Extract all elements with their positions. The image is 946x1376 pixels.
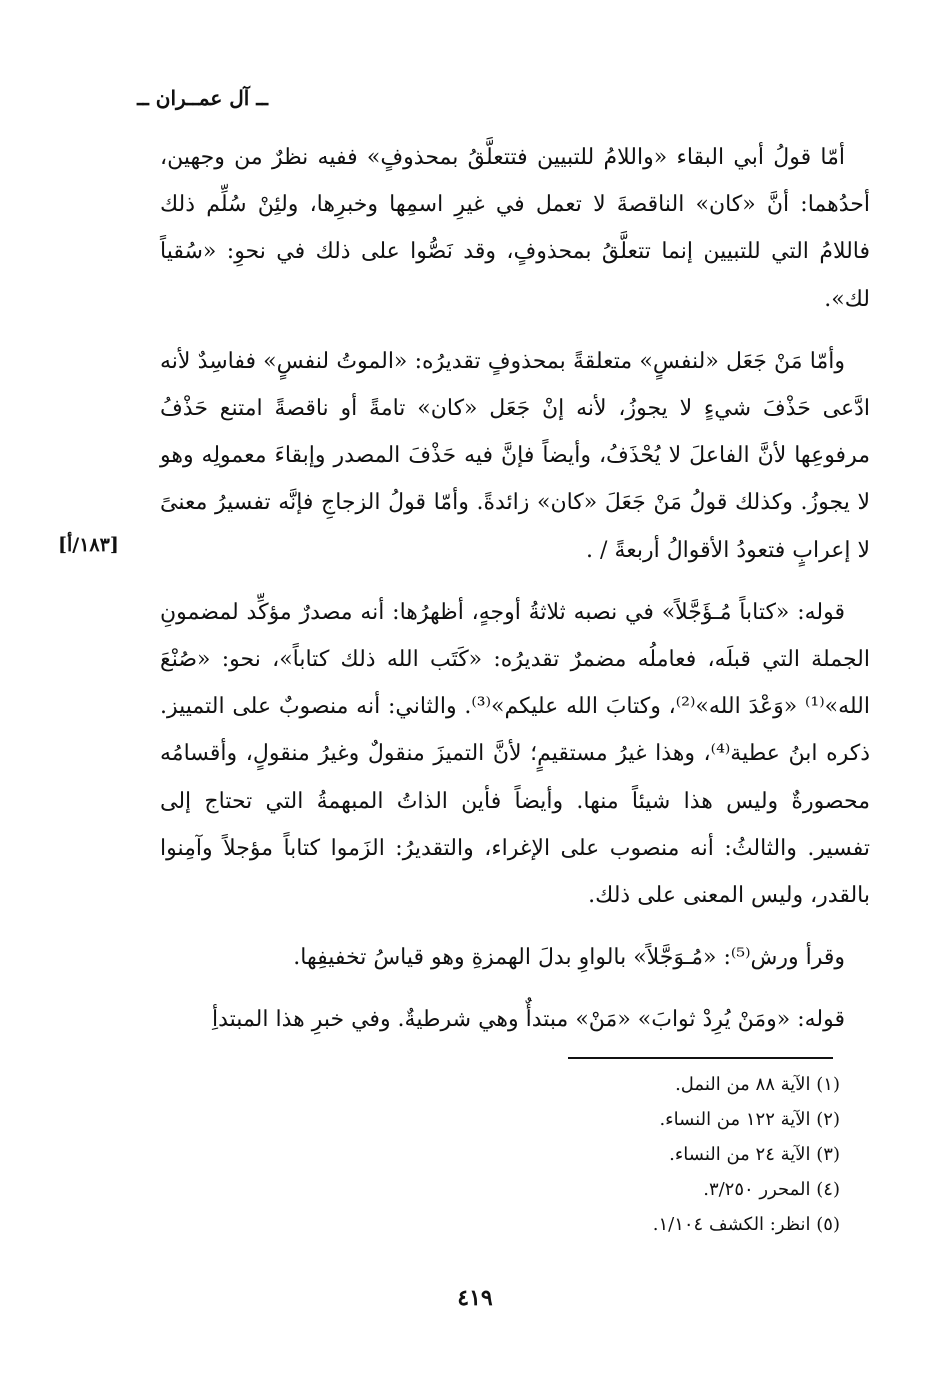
main-text (160, 134, 870, 1059)
paragraph-1: أمّا قولُ أبي البقاء «واللامُ للتبيين فتتعلَّقُ بمحذوفٍ» ففيه نظرٌ من وجهين، أحدُهما: أنَّ «كان» الناقصةَ لا تعمل في غيرِ اسمِها وخبرِها، ولئِنْ سُلِّم ذلك فاللامُ التي للتبيين إنما تتعلَّقُ بمحذوفٍ، وقد نَصُّوا على ذلك في نحوِ: «سُقياً لك». (160, 145, 870, 312)
footnote-item: (٤) المحرر ٣/٢٥٠. (703, 1179, 840, 1200)
footnote-item: (٥) انظر: الكشف ١/١٠٤. (652, 1214, 840, 1235)
paragraph-2: وأمّا مَنْ جَعَل «لنفسٍ» متعلقةً بمحذوفٍ تقديرُه: «الموتُ لنفسٍ» ففاسِدٌ لأنه ادَّعى حَذْفَ شيءٍ لا يجوزُ، لأنه إنْ جَعَل «كان» تامةً أو ناقصةً امتنع حَذْفُ مرفوعِها لأنَّ الفاعلَ لا يُحْذَفُ، وأيضاً فإنَّ فيه حَذْفَ المصدر وإبقاءَ معمولِه وهو لا يجوزُ. وكذلك قولُ مَنْ جَعَلَ «كان» زائدةً. وأمّا قولُ الزجاجِ فإنَّه تفسيرُ معنىً لا إعرابٍ فتعودُ الأقوالُ أربعةً / . (160, 348, 870, 563)
paragraph-5: قوله: «ومَنْ يُرِدْ ثوابَ» «مَنْ» مبتدأٌ وهي شرطيةٌ. وفي خبرِ هذا المبتدأِ (212, 1007, 845, 1033)
paragraph-3: قوله: «كتاباً مُـؤَجَّلاً» في نصبه ثلاثةُ أوجهٍ، أظهرُها: أنه مصدرٌ مؤكِّد لمضمونِ الجملة التي قبلَه، فعاملُه مضمرٌ تقديرُه: «كَتَب الله ذلك كتاباً»، نحو: «صُنْعَ الله»⁽¹⁾ «وَعْدَ الله»⁽²⁾، وكتابَ الله عليكم»⁽³⁾. والثاني: أنه منصوبٌ على التمييز. ذكره ابنُ عطية⁽⁴⁾، وهذا غيرُ مستقيمٍ؛ لأنَّ التميزَ منقولٌ وغيرُ منقولٍ، وأقسامُه محصورةٌ وليس هذا شيئاً منها. وأيضاً فأين الذاتُ المبهمةُ التي تحتاج إلى تفسير. والثالثُ: أنه منصوب على الإغراء، والتقديرُ: الزَموا كتاباً مؤجلاً وآمِنوا بالقدر، وليس المعنى على ذلك. (160, 599, 870, 909)
footnote-divider (568, 1057, 833, 1059)
footnote-item: (٣) الآية ٢٤ من النساء. (669, 1144, 840, 1165)
footnote-item: (٢) الآية ١٢٢ من النساء. (659, 1109, 840, 1130)
running-header: ــ آل عمــران ــ (137, 86, 268, 110)
manuscript-folio-note: [١٨٣/أ] (58, 534, 119, 556)
footnotes-list (240, 1067, 840, 1242)
paragraph-4: وقرأ ورش⁽⁵⁾: «مُـوَجَّلاً» بالواوِ بدلَ الهمزةِ وهو قياسُ تخفيفِها. (293, 945, 845, 971)
footnote-item: (١) الآية ٨٨ من النمل. (675, 1074, 840, 1095)
page-number: ٤١٩ (457, 1285, 493, 1311)
